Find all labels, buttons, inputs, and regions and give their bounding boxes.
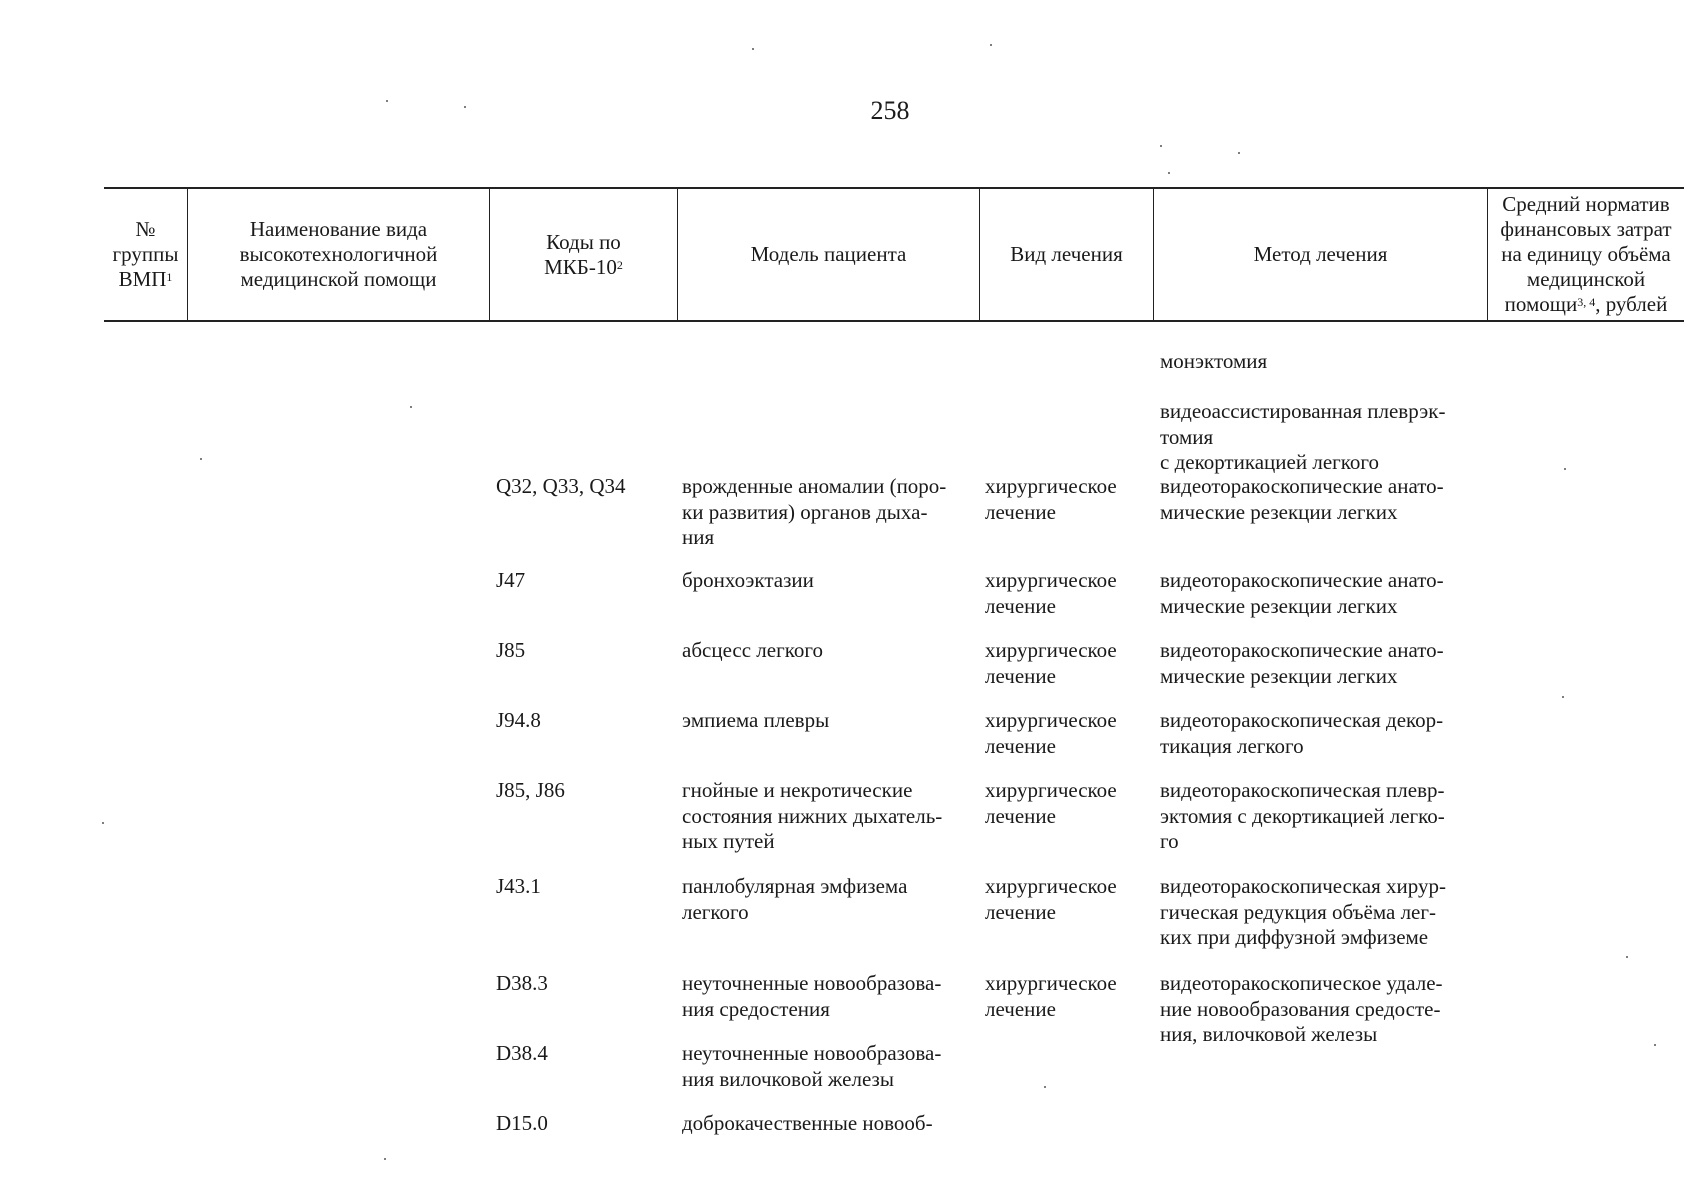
icd-code-cell: J94.8 [496,708,541,732]
method-cell: видеоторакоскопические анато- мические резекции легких [1160,568,1444,618]
treatment-type-cell: хирургическое лечение [985,638,1117,688]
treatment-type-cell: хирургическое лечение [985,971,1117,1021]
patient-model-cell: неуточненные новообразова- ния средостения [682,971,942,1021]
method-cell: видеоторакоскопическая хирур- гическая редукция объёма лег- ких при диффузной эмфиземе [1160,874,1446,949]
method-cell: видеоторакоскопическая плевр- эктомия с декортикацией легко- го [1160,778,1445,853]
scan-speck [990,44,992,46]
treatment-type-cell: хирургическое лечение [985,778,1117,828]
scan-speck [1654,1044,1656,1046]
header-service-name: Наименование вида высокотехнологичной медицинской помощи [188,189,490,320]
table-header [104,187,1684,322]
method-cell: видеоторакоскопическая декор- тикация легкого [1160,708,1444,758]
scan-speck [1044,1086,1046,1088]
treatment-type-cell: хирургическое лечение [985,874,1117,924]
treatment-type-cell: хирургическое лечение [985,568,1117,618]
patient-model-cell: бронхоэктазии [682,568,814,592]
page-number: 258 [870,96,910,125]
treatment-type-cell: хирургическое лечение [985,474,1117,524]
scan-speck [464,106,466,108]
icd-code-cell: Q32, Q33, Q34 [496,474,626,498]
icd-code-cell: D38.3 [496,971,548,995]
patient-model-cell: врожденные аномалии (поро- ки развития) органов дыха- ния [682,474,947,549]
scan-speck [1564,468,1566,470]
patient-model-cell: панлобулярная эмфизема легкого [682,874,908,924]
method-cell: видеоторакоскопические анато- мические резекции легких [1160,474,1444,524]
patient-model-cell: эмпиема плевры [682,708,830,732]
scan-speck [102,822,104,824]
patient-model-cell: доброкачественные новооб- [682,1111,933,1135]
patient-model-cell: гнойные и некротические состояния нижних дыхатель- ных путей [682,778,943,853]
icd-code-cell: J85, J86 [496,778,565,802]
header-icd-codes: Коды по МКБ-$10^2$ [490,189,678,320]
method-cell: видеоторакоскопические анато- мические резекции легких [1160,638,1444,688]
patient-model-cell: абсцесс легкого [682,638,823,662]
scan-speck [1238,152,1240,154]
header-patient-model: Модель пациента [678,189,980,320]
icd-code-cell: D38.4 [496,1041,548,1065]
icd-code-cell: J85 [496,638,526,662]
method-cell: видеоассистированная плеврэк- томия с декортикацией легкого [1160,399,1446,474]
scan-speck [1160,145,1162,147]
patient-model-cell: неуточненные новообразова- ния вилочковой железы [682,1041,942,1091]
header-group-number: № группы ВМП$^1$ [104,189,188,320]
scan-speck [1626,956,1628,958]
treatment-type-cell: хирургическое лечение [985,708,1117,758]
method-cell: монэктомия [1160,349,1268,373]
icd-code-cell: D15.0 [496,1111,548,1135]
header-treatment-type: Вид лечения [980,189,1154,320]
scan-speck [200,458,202,460]
method-cell: видеоторакоскопическое удале- ние новообразования средосте- ния, вилочковой железы [1160,971,1443,1046]
scan-speck [1168,172,1170,174]
scan-speck [1562,696,1564,698]
header-cost-norm: Средний норматив финансовых затрат на единицу объёма медицинской помощи$^{3, 4}$, рублей [1500,192,1672,316]
scan-speck [386,100,388,102]
icd-code-cell: J43.1 [496,874,541,898]
scan-speck [410,406,412,408]
scan-speck [384,1158,386,1160]
icd-code-cell: J47 [496,568,526,592]
header-treatment-method: Метод лечения [1154,189,1488,320]
scan-speck [752,48,754,50]
